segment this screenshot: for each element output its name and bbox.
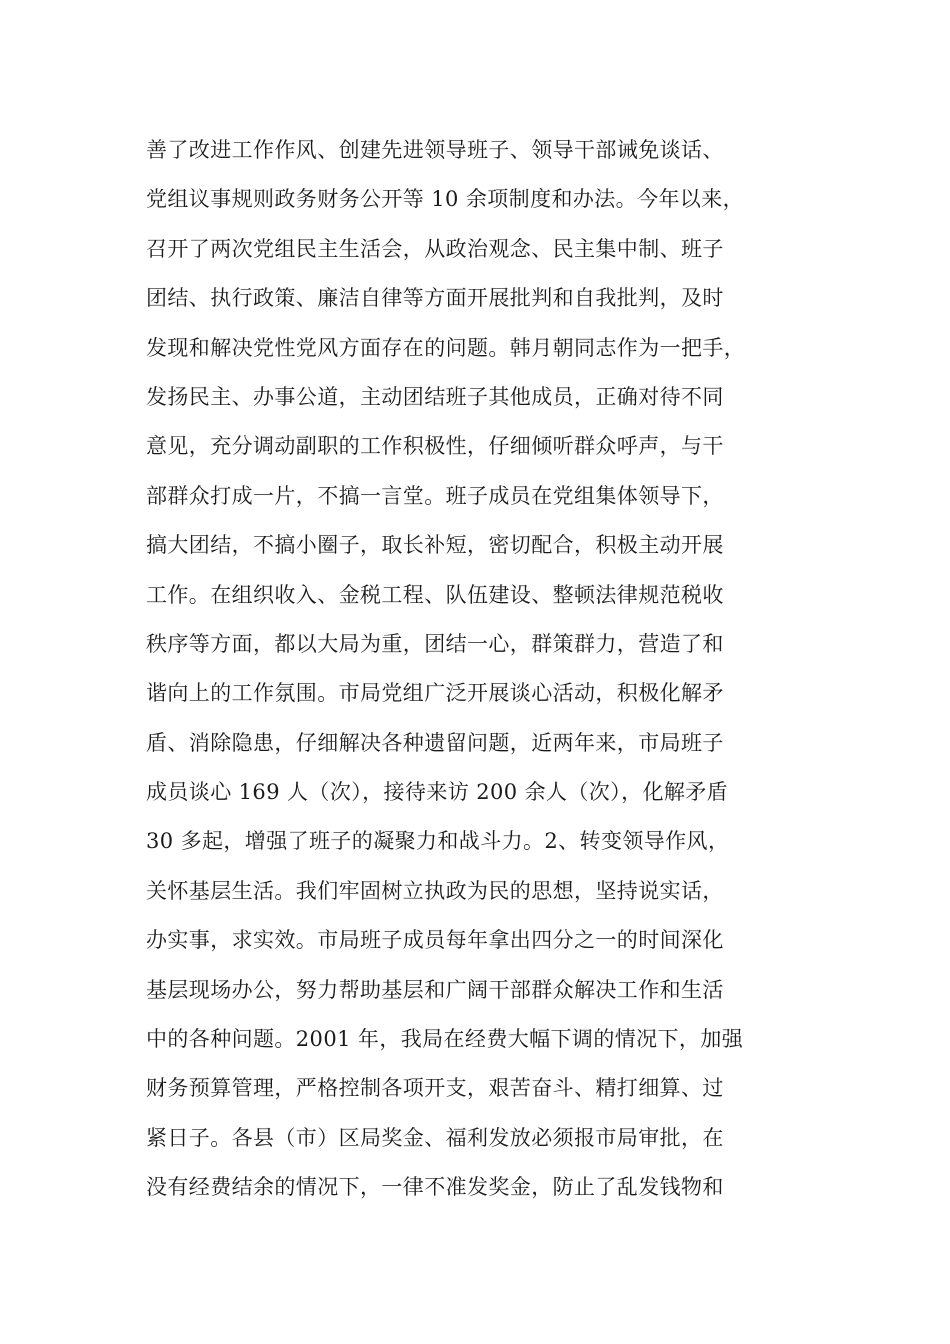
text-line: 成员谈心 169 人（次），接待来访 200 余人（次），化解矛盾 <box>146 780 729 805</box>
text-line: 善了改进工作作风、创建先进领导班子、领导干部诫免谈话、 <box>146 138 724 162</box>
text-line: 搞大团结，不搞小圈子，取长补短，密切配合，积极主动开展 <box>146 533 724 558</box>
text-line: 30 多起，增强了班子的凝聚力和战斗力。2、转变领导作风， <box>146 829 730 854</box>
text-line: 办实事，求实效。市局班子成员每年拿出四分之一的时间深化 <box>146 928 724 953</box>
text-line: 财务预算管理，严格控制各项开支，艰苦奋斗、精打细算、过 <box>146 1076 724 1101</box>
text-line: 盾、消除隐患，仔细解决各种遗留问题，近两年来，市局班子 <box>146 730 724 755</box>
text-line: 党组议事规则政务财务公开等 10 余项制度和办法。今年以来， <box>146 187 745 212</box>
text-line: 发现和解决党性党风方面存在的问题。韩月朝同志作为一把手， <box>146 335 746 360</box>
text-line: 基层现场办公，努力帮助基层和广阔干部群众解决工作和生活 <box>146 977 724 1002</box>
text-line: 中的各种问题。2001 年，我局在经费大幅下调的情况下，加强 <box>146 1027 744 1052</box>
body-text <box>146 126 826 1213</box>
text-line: 团结、执行政策、廉洁自律等方面开展批判和自我批判，及时 <box>146 286 724 311</box>
text-line: 召开了两次党组民主生活会，从政治观念、民主集中制、班子 <box>146 236 724 261</box>
text-line: 秩序等方面，都以大局为重，团结一心，群策群力，营造了和 <box>146 631 724 656</box>
text-line: 关怀基层生活。我们牢固树立执政为民的思想，坚持说实话， <box>146 878 724 903</box>
text-line: 意见，充分调动副职的工作积极性，仔细倾听群众呼声，与干 <box>146 434 724 459</box>
text-line: 谐向上的工作氛围。市局党组广泛开展谈心活动，积极化解矛 <box>146 681 724 706</box>
text-line: 紧日子。各县（市）区局奖金、福利发放必须报市局审批，在 <box>146 1125 724 1150</box>
text-line: 工作。在组织收入、金税工程、队伍建设、整顿法律规范税收 <box>146 582 724 607</box>
text-line: 发扬民主、办事公道，主动团结班子其他成员，正确对待不同 <box>146 384 724 409</box>
text-line: 没有经费结余的情况下，一律不准发奖金，防止了乱发钱物和 <box>146 1175 724 1200</box>
text-line: 部群众打成一片，不搞一言堂。班子成员在党组集体领导下， <box>146 483 724 508</box>
